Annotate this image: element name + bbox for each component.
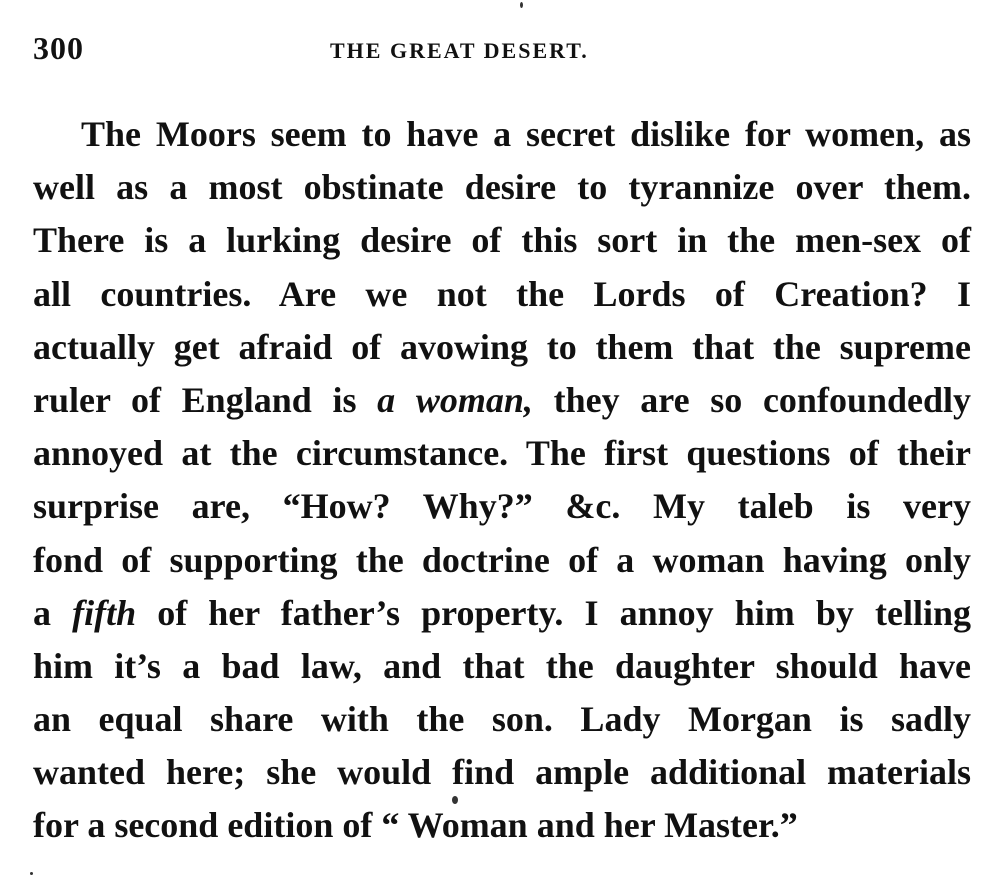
text-line: actually get afraid of avowing to them that the supreme (33, 326, 971, 367)
italic-emphasis: a woman, (377, 379, 533, 420)
page-number: 300 (33, 30, 84, 66)
text-line: surprise are, “How? Why?” &c. My taleb is very (33, 486, 971, 527)
text-line: a fifth of her father’s property. I annoy him by telling (33, 592, 972, 633)
text-line: The Moors seem to have a secret dislike for women, as (81, 114, 971, 154)
text-line: an equal share with the son. Lady Morgan is sadly (33, 699, 971, 740)
text-line: There is a lurking desire of this sort in the men-sex of (33, 220, 971, 261)
text-line: wanted here; she would find ample additional materials (33, 752, 971, 793)
body-paragraph (33, 108, 971, 853)
print-speck (452, 796, 458, 804)
italic-emphasis: fifth (72, 592, 137, 633)
print-speck (30, 872, 33, 875)
text-line: him it’s a bad law, and that the daughter should have (33, 645, 971, 686)
text-line: well as a most obstinate desire to tyrannize over them. (33, 167, 971, 208)
running-title: THE GREAT DESERT. (330, 38, 589, 63)
text-line: fond of supporting the doctrine of a woman having only (33, 539, 971, 580)
text-line: all countries. Are we not the Lords of Creation? I (33, 273, 971, 314)
print-speck (520, 2, 523, 8)
text-line: for a second edition of “ Woman and her Master.” (33, 805, 798, 846)
text-line: ruler of England is a woman, they are so confoundedly (33, 379, 972, 420)
page-header (0, 0, 1000, 80)
text-line: annoyed at the circumstance. The first questions of their (33, 433, 971, 474)
